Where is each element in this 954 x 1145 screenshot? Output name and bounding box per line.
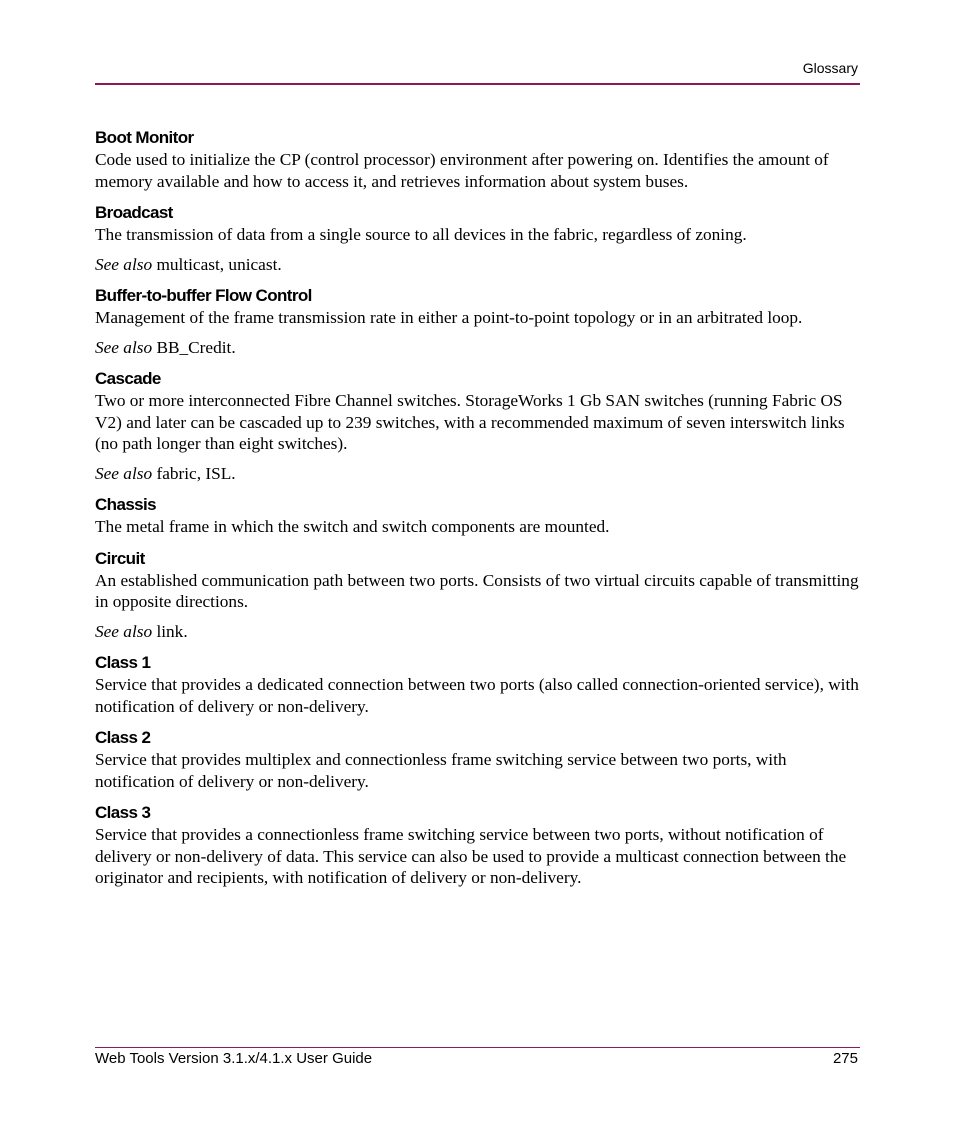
see-also-terms: fabric, ISL. xyxy=(156,463,236,483)
footer-guide-title: Web Tools Version 3.1.x/4.1.x User Guide xyxy=(95,1050,373,1067)
glossary-entry-boot-monitor xyxy=(95,127,860,192)
glossary-term: Buffer-to-buffer Flow Control xyxy=(95,286,312,305)
glossary-definition: Service that provides a connectionless frame switching service between two ports, without notification of delivery or non-delivery of data. This service can also be used to provide a multicast connection between the originator and recipients, with notification of delivery or non-delivery. xyxy=(95,825,847,887)
glossary-definition: The metal frame in which the switch and switch components are mounted. xyxy=(95,517,610,536)
see-also xyxy=(95,337,860,359)
glossary-definition: Code used to initialize the CP (control processor) environment after powering on. Identifies the amount of memory available and how to access it, and retrieves information about system buses. xyxy=(95,150,829,191)
see-also-terms: multicast, unicast. xyxy=(156,254,282,274)
glossary-term: Circuit xyxy=(95,548,145,568)
glossary-entry-broadcast xyxy=(95,202,860,275)
glossary-definition: Service that provides multiplex and connectionless frame switching service between two ports, with notification of delivery or non-delivery. xyxy=(95,750,787,791)
see-also-label: See also xyxy=(95,337,153,357)
see-also-terms: BB_Credit. xyxy=(156,337,236,357)
glossary-term: Class 1 xyxy=(95,653,151,672)
footer-rule xyxy=(95,1047,860,1048)
header-rule xyxy=(95,83,860,85)
glossary-content xyxy=(95,127,860,899)
glossary-definition: An established communication path between two ports. Consists of two virtual circuits capable of transmitting in opposite directions. xyxy=(95,570,859,611)
see-also-label: See also xyxy=(95,621,153,641)
glossary-entry-chassis xyxy=(95,494,860,538)
glossary-entry-circuit xyxy=(95,548,860,643)
running-header: Glossary xyxy=(802,60,858,76)
see-also xyxy=(95,463,860,485)
glossary-definition: Management of the frame transmission rate in either a point-to-point topology or in an arbitrated loop. xyxy=(95,308,803,327)
glossary-term: Broadcast xyxy=(95,203,173,222)
see-also-terms: link. xyxy=(156,621,188,641)
glossary-entry-class-3 xyxy=(95,802,860,889)
page-number: 275 xyxy=(832,1050,858,1067)
glossary-entry-class-1 xyxy=(95,652,860,717)
glossary-entry-buffer-to-buffer-flow-control xyxy=(95,285,860,358)
see-also xyxy=(95,621,860,643)
see-also-label: See also xyxy=(95,254,153,274)
glossary-definition: Service that provides a dedicated connection between two ports (also called connection-oriented service), with notification of delivery or non-delivery. xyxy=(95,675,859,716)
glossary-term: Class 3 xyxy=(95,803,151,822)
glossary-term: Class 2 xyxy=(95,728,151,747)
glossary-term: Chassis xyxy=(95,495,157,514)
see-also xyxy=(95,254,860,276)
see-also-label: See also xyxy=(95,463,153,483)
glossary-definition: The transmission of data from a single source to all devices in the fabric, regardless of zoning. xyxy=(95,225,747,244)
glossary-entry-cascade xyxy=(95,368,860,484)
glossary-entry-class-2 xyxy=(95,727,860,792)
glossary-definition: Two or more interconnected Fibre Channel switches. StorageWorks 1 Gb SAN switches (running Fabric OS V2) and later can be cascaded up to 239 switches, with a recommended maximum of seven interswitch links (no path longer than eight switches). xyxy=(95,391,845,453)
glossary-term: Boot Monitor xyxy=(95,128,194,147)
glossary-term: Cascade xyxy=(95,369,161,388)
